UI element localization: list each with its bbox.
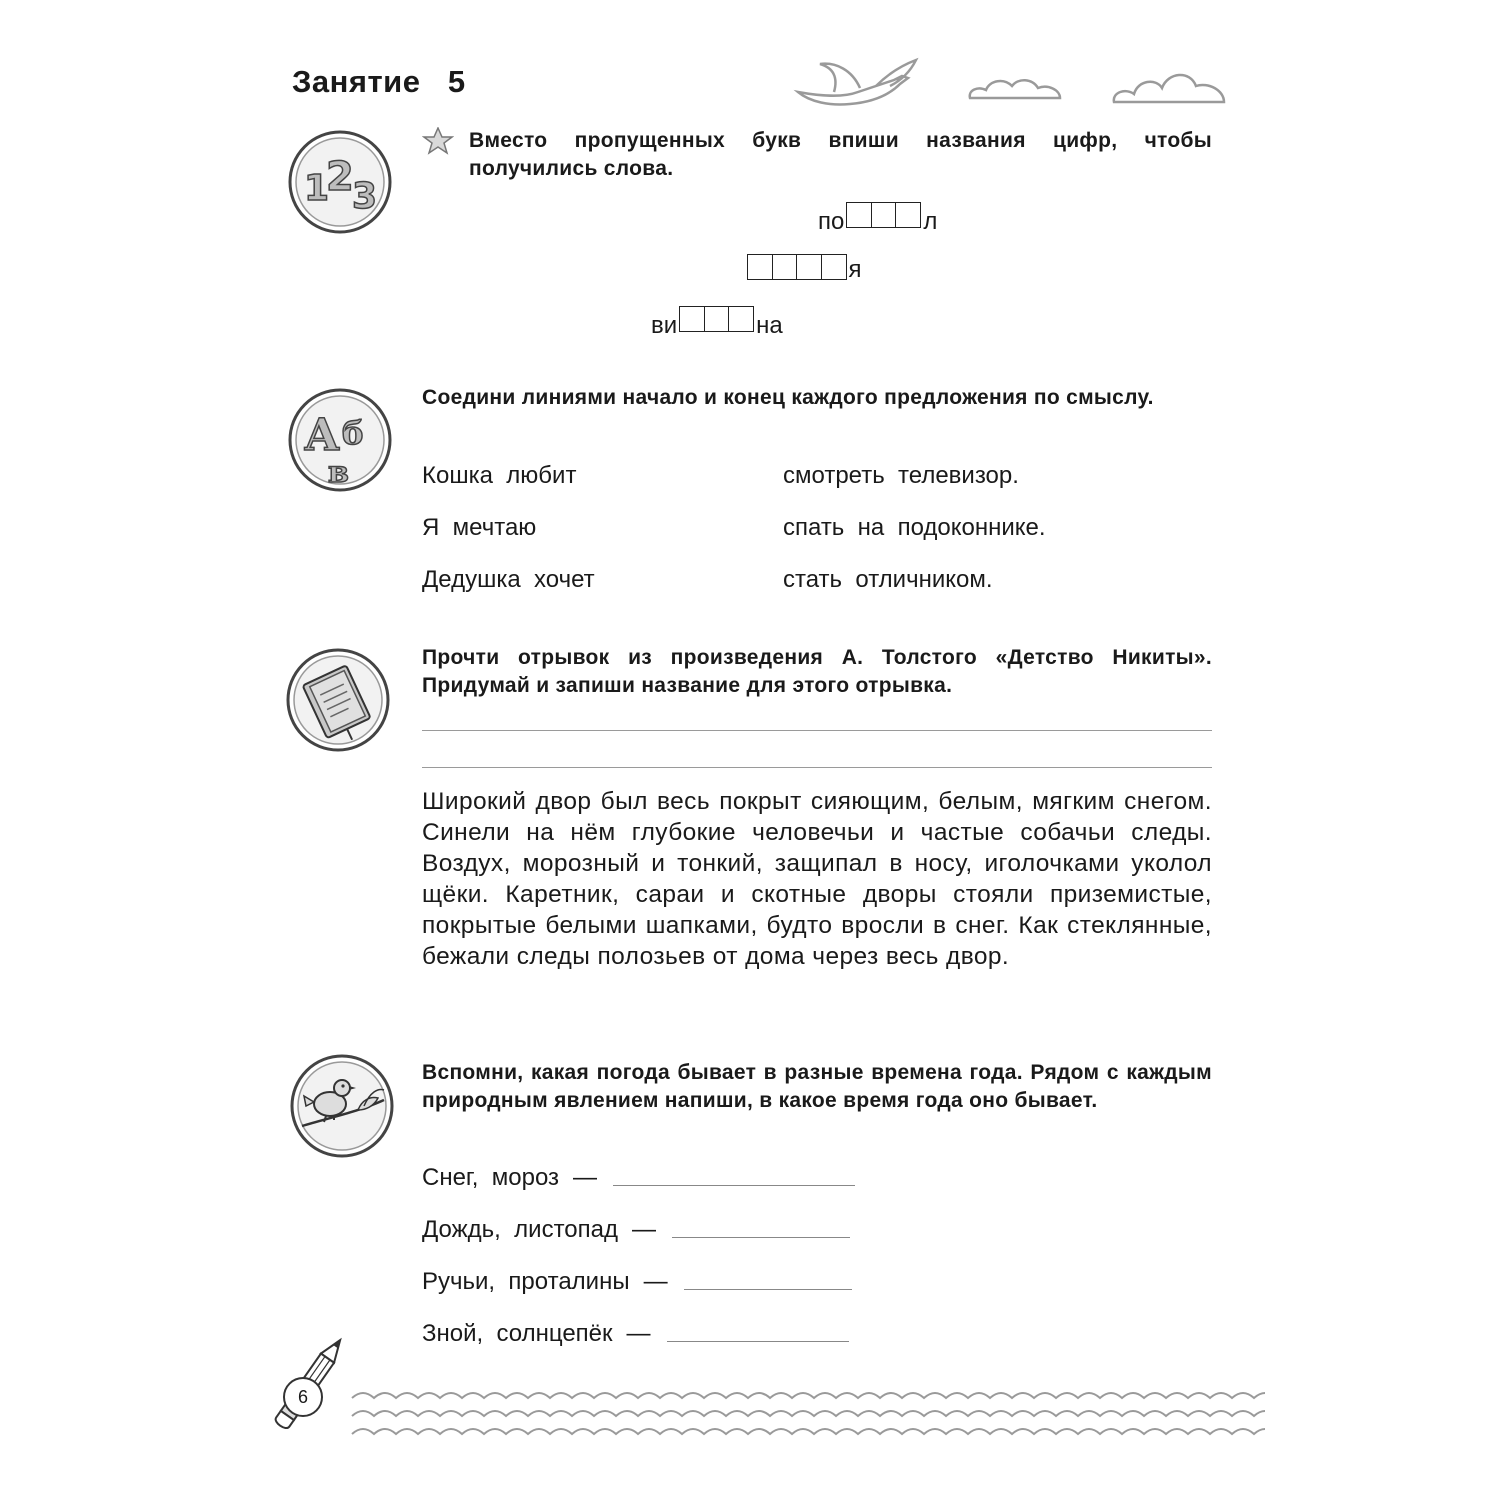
sentence-start-1[interactable]: Кошка любит [422, 462, 577, 489]
passage-text: Широкий двор был весь покрыт сияющим, белым, мягким снегом. Синели на нём глубокие человечьи и частые собачьи следы. Воздух, морозный и тонкий, защипал в носу, иголочками уколол щёки. Каретник, сараи и скотные дворы стояли приземистые, покрытые белыми шапками, будто вросли в снег. Как стеклянные, бежали следы полозьев от дома через весь двор. [422, 788, 1212, 970]
sentence-end-2[interactable]: спать на подоконнике. [783, 514, 1046, 541]
svg-text:3: 3 [352, 176, 378, 217]
word-puzzle-2: я [745, 254, 862, 284]
letter-box[interactable] [728, 306, 754, 332]
letter-boxes[interactable] [846, 202, 921, 228]
alphabet-icon [286, 386, 394, 494]
answer-line[interactable] [422, 730, 1212, 731]
page-number: 6 [297, 1386, 308, 1407]
letter-box[interactable] [704, 306, 730, 332]
season-item-2: Дождь, листопад — [422, 1216, 850, 1244]
book-icon [284, 646, 392, 754]
answer-blank[interactable] [672, 1237, 850, 1238]
letter-boxes[interactable] [679, 306, 754, 332]
lesson-title: Занятие 5 [292, 64, 466, 99]
answer-line[interactable] [422, 767, 1212, 768]
answer-blank[interactable] [613, 1185, 855, 1186]
letter-box[interactable] [821, 254, 847, 280]
letter-box[interactable] [679, 306, 705, 332]
sentence-end-1[interactable]: смотреть телевизор. [783, 462, 1019, 489]
bird-on-branch-icon [288, 1052, 396, 1160]
numbers-icon [286, 128, 394, 236]
cloud-icon [966, 74, 1066, 104]
bird-icon [790, 56, 925, 112]
season-item-3: Ручьи, проталины — [422, 1268, 852, 1296]
task2-instruction: Соедини линиями начало и конец каждого предложения по смыслу. [422, 386, 1154, 409]
svg-text:1: 1 [304, 168, 330, 209]
letter-box[interactable] [772, 254, 798, 280]
cloud-icon [1110, 68, 1230, 108]
sentence-end-3[interactable]: стать отличником. [783, 566, 993, 593]
letter-boxes[interactable] [747, 254, 847, 280]
letter-box[interactable] [895, 202, 921, 228]
svg-text:в: в [328, 455, 349, 490]
season-item-1: Снег, мороз — [422, 1164, 855, 1192]
star-icon [422, 127, 454, 155]
letter-box[interactable] [796, 254, 822, 280]
svg-text:2: 2 [326, 154, 354, 200]
task1-instruction: Вместо пропущенных букв впиши названия цифр, чтобы получились слова. [469, 129, 1212, 180]
letter-box[interactable] [846, 202, 872, 228]
answer-blank[interactable] [667, 1341, 849, 1342]
sentence-start-2[interactable]: Я мечтаю [422, 514, 537, 541]
word-puzzle-1: по л [818, 202, 937, 236]
answer-blank[interactable] [684, 1289, 852, 1290]
task3-instruction: Прочти отрывок из произведения А. Толстого «Детство Никиты». Придумай и запиши название для этого отрывка. [422, 646, 1212, 697]
letter-box[interactable] [747, 254, 773, 280]
page-number-badge [283, 1377, 323, 1417]
wave-decoration [350, 1380, 1265, 1440]
letter-box[interactable] [871, 202, 897, 228]
svg-text:А: А [304, 410, 340, 461]
svg-text:б: б [342, 414, 364, 452]
season-item-4: Зной, солнцепёк — [422, 1320, 849, 1348]
word-puzzle-3: ви на [651, 306, 783, 340]
sentence-start-3[interactable]: Дедушка хочет [422, 566, 595, 593]
task4-instruction: Вспомни, какая погода бывает в разные времена года. Рядом с каждым природным явлением напиши, в какое время года оно бывает. [422, 1061, 1212, 1112]
